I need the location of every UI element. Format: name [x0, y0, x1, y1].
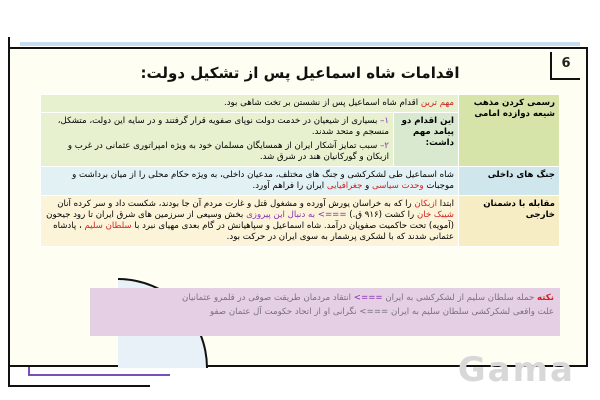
text-segment: را که به خراسان یورش آورده و مشغول قتل و غارت مردم آن جا بودند، شکست داد و سر کرده آنان: [57, 199, 412, 209]
highlight-sultan-selim: سلطان سلیم: [84, 221, 132, 231]
note-line-2: علت واقعی لشکرکشی سلطان سلیم به ایران ===> نگرانی او از اتحاد حکومت آل عثمان صفو: [210, 307, 554, 317]
intro-text: اقدام شاه اسماعیل پس از نشستن بر تخت شاهی بود.: [223, 98, 419, 108]
consequences-header: این اقدام دو پیامد مهم داشت:: [394, 113, 459, 167]
note-label: نکته: [537, 293, 554, 303]
highlight-victory: به دنبال این پیروزی: [246, 210, 316, 220]
official-intro: [41, 95, 459, 113]
table-row-official-religion: [41, 95, 560, 113]
row-header-external-enemies: مقابله با دشمنان خارجی: [459, 196, 560, 247]
table-row-external-enemies: [41, 196, 560, 247]
decorative-strip: [20, 42, 580, 46]
watermark-logo: Gama: [457, 350, 575, 390]
note-line-1: [96, 291, 554, 305]
external-enemies-text: [41, 196, 459, 247]
item-text: بسیاری از شیعیان در خدمت دولت نوپای صفویه قرار گرفتند و در سایه این دولت، متشکل، منسجم و متحد شدند.: [57, 116, 389, 137]
row-header-internal-wars: جنگ های داخلی: [459, 167, 560, 196]
text-segment: بخش وسیعی از سرزمین های شرق ایران تا رود جیحون (آمویه) تحت حاکمیت صفویان درآمد.: [46, 210, 454, 231]
note-text-b: انتقاد مردمان طریقت صوفی در قلمرو عثمانیان: [182, 293, 352, 303]
page-number: 6: [550, 52, 580, 80]
text-segment: ایران را فراهم آورد.: [252, 181, 325, 191]
text-segment: ابتدا: [439, 199, 454, 209]
note-box: [90, 288, 560, 336]
consequences-list: [41, 113, 394, 167]
text-segment: ، پادشاه عثمانی شدند که با لشکری پرشمار به سوی ایران در حرکت بود.: [53, 221, 454, 242]
consequence-item-1: [45, 116, 389, 138]
table-row-internal-wars: [41, 167, 560, 196]
highlight-political-unity: وحدت سیاسی: [372, 181, 424, 191]
highlight-geographic: جغرافیایی: [326, 181, 363, 191]
text-segment: شاه اسماعیل طی لشکرکشی و جنگ های مختلف، مدعیان داخلی، به ویژه حکام محلی را از میان برداشت و موجبات: [72, 170, 454, 191]
highlight-shibak-khan: شیبک خان: [416, 210, 454, 220]
content-table: [40, 94, 560, 247]
item-text: سبب تمایز آشکار ایران از همسایگان مسلمان خود به ویژه امپراتوری عثمانی در غرب و ازبکان و گورکانیان هند در شرق شد.: [67, 141, 389, 162]
consequence-item-2: [45, 141, 389, 163]
item-number: ۱–: [380, 116, 389, 126]
page-title: اقدامات شاه اسماعیل پس از تشکیل دولت:: [140, 64, 460, 82]
intro-highlight: مهم ترین: [420, 98, 454, 108]
note-arrow: ===>: [353, 293, 383, 303]
row-header-official-religion: رسمی کردن مذهب شیعه دوازده امامی: [459, 95, 560, 167]
text-segment: را کشت (۹۱۶ ق.): [349, 210, 415, 220]
note-text-a: حمله سلطان سلیم از لشکرکشی به ایران: [385, 293, 535, 303]
arrow-symbol: ===>: [317, 210, 347, 220]
highlight-uzbeks: ازبکان: [414, 199, 437, 209]
text-segment: و: [365, 181, 370, 191]
internal-wars-text: [41, 167, 459, 196]
item-number: ۲–: [380, 141, 389, 151]
text-segment: شاه اسماعیل و سپاهیانش در گام بعدی مهیای نبرد با: [134, 221, 322, 231]
